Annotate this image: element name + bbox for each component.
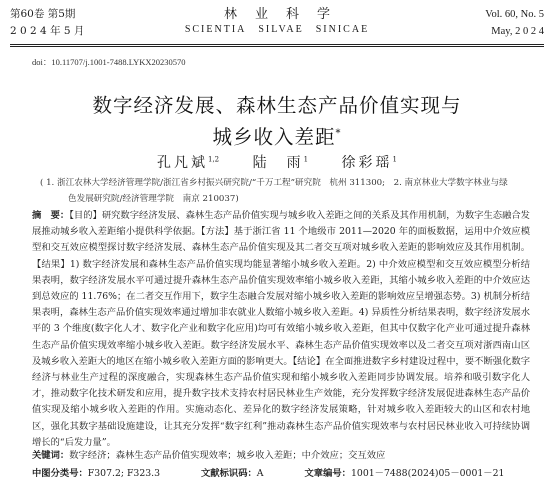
abstract-label: 摘 要： [32,210,70,221]
journal-name-en [10,24,544,35]
title-line-2-text: 城乡收入差距 [212,125,336,149]
author [253,155,308,171]
keywords-label: 关键词： [32,450,70,461]
journal-name-en-word: SCIENTIA [184,24,247,35]
classification-label: 文章编号： [304,468,351,479]
classification-value: 1001－7488(2024)05－0001－21 [350,468,505,479]
volume-en: Vol. 60, No. 5 [485,9,544,20]
author-list [0,152,554,172]
affiliations [40,175,514,207]
clc-number [32,466,160,482]
abstract-text: 【目的】研究数字经济发展、森林生态产品价值实现与城乡收入差距之间的关系及其作用机制，为数字生态融合发展推动城乡收入差距缩小提供科学依据。【方法】基于浙江省 11 个地级市 2011—2020 年的面板数据，运用中介效应模型和交互效应模型探讨数字经济发展、森林生态产品价值实现及其二者交互项对城乡收入差距的影响效应及其作用机制。【结果】1) 数字经济发展和森林生态产品价值实现均能显著缩小城乡收入差距。2) 中介效应模型和交互效应模型分析结果表明，数字经济发展水平可通过提升森林生态产品价值实现效率缩小城乡收入差距，其缩小城乡收入差距的中介效应达到总效应的 11.76%；在二者交互作用下，数字生态融合发展对缩小城乡收入差距的影响效应呈增强态势。3) 机制分析结果表明，森林生态产品价值实现效率通过增加非农就业人数缩小城乡收入差距。4) 异质性分析结果表明，数字经济发展水平的 3 个维度(数字化人才、数字化产业和数字化应用)均可有效缩小城乡收入差距，但其中仅数字化产业可通过提升森林生态产品价值实现效率缩小城乡收入差距。数字经济发展水平、森林生态产品价值实现效率以及二者交互项对浙西南山区及城乡收入差距大的地区在缩小城乡收入差距方面的影响更大。【结论】在全面推进数字乡村建设过程中，要不断强化数字经济与林业生产过程的深度融合，实现森林生态产品价值实现和缩小城乡收入差距同步协调发展。培养和吸引数字化人才，推动数字化技术研发和应用，提升数字技术支持农村居民林业生产效能，充分发挥数字经济发展促进森林生态产品价值实现及缩小城乡收入差距的作用。实施动态化、差异化的数字经济发展策略，针对城乡收入差距较大的山区和农村地区，强化其数字基础设施建设，让其充分发挥“数字红利”推动森林生态产品价值实现效率与农村居民林业收入可持续协调增长的“后发力量”。 [32,210,530,448]
classification-label: 中图分类号： [32,468,88,479]
title-line-1: 数字经济发展、森林生态产品价值实现与 [92,94,462,117]
author [157,155,219,171]
date-cn: 2 0 2 4 年 5 月 [10,25,85,37]
author-affil-mark: 1 [392,155,397,164]
header-rule-thin [10,46,544,47]
volume-cn: 第60卷 第5期 [10,8,76,20]
affiliation-line: 色发展研究院/经济管理学院 南京 210037) [68,194,239,204]
doi[interactable]: doi：10.11707/j.1001-7488.LYKX20230570 [32,57,186,67]
author-name: 徐彩瑶 [341,155,393,171]
header-rule [10,44,544,45]
author-name: 孔凡斌 [157,155,208,171]
author-affil-mark: 1,2 [208,155,220,164]
classification-line [32,466,530,482]
author [342,155,397,171]
paper-title [0,92,554,152]
title-footnote-mark: * [335,128,342,139]
classification-label: 文献标识码： [201,468,257,479]
document-code [201,466,264,482]
journal-name-en-word: SILVAE [258,24,304,35]
title-line-2 [0,120,554,152]
author-name: 陆 雨 [252,155,304,171]
date-en: May, 2 0 2 4 [491,26,544,37]
header-right [485,6,544,40]
journal-name-cn: 林业科学 [223,7,348,22]
affiliation-line: ( 1. 浙江农林大学经济管理学院/浙江省乡村振兴研究院/“千万工程”研究院 杭州 311300; 2. 南京林业大学数字林业与绿 [40,178,508,188]
keywords-text: 数字经济；森林生态产品价值实现效率；城乡收入差距；中介效应；交互效应 [69,450,386,461]
article-number [304,468,504,479]
journal-header [10,6,544,46]
header-center [10,6,544,35]
journal-name-en-word: SINICAE [315,24,370,35]
abstract [32,208,530,451]
author-affil-mark: 1 [303,155,309,164]
classification-value: A [256,468,264,479]
keywords [32,448,530,464]
classification-value: F307.2; F323.3 [87,468,161,479]
